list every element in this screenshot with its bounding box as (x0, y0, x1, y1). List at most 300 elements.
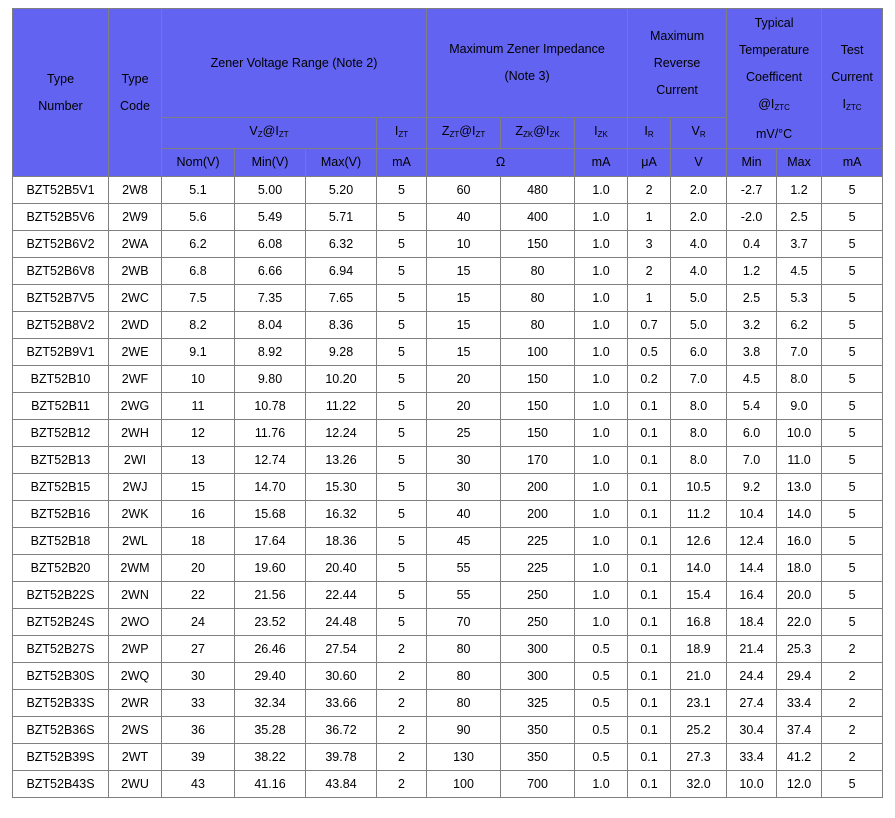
cell-type-number: BZT52B11 (13, 393, 109, 420)
table-row (13, 339, 883, 366)
cell-izk: 1.0 (575, 528, 628, 555)
cell-zzt: 15 (427, 285, 501, 312)
cell-izt: 5 (377, 393, 427, 420)
cell-type-code: 2WM (109, 555, 162, 582)
cell-test-current: 2 (822, 717, 883, 744)
cell-ir: 0.1 (628, 663, 671, 690)
cell-zzk: 325 (501, 690, 575, 717)
cell-vz-min: 17.64 (235, 528, 306, 555)
cell-type-code: 2WP (109, 636, 162, 663)
header-type-number: Type Number (13, 9, 109, 177)
cell-vz-nom: 30 (162, 663, 235, 690)
cell-temp-max: 33.4 (777, 690, 822, 717)
cell-test-current: 5 (822, 285, 883, 312)
table-row (13, 771, 883, 798)
cell-izk: 1.0 (575, 258, 628, 285)
cell-vz-max: 20.40 (306, 555, 377, 582)
cell-vz-max: 39.78 (306, 744, 377, 771)
cell-vz-min: 8.92 (235, 339, 306, 366)
cell-test-current: 5 (822, 258, 883, 285)
cell-type-number: BZT52B24S (13, 609, 109, 636)
cell-izt: 5 (377, 204, 427, 231)
cell-temp-max: 7.0 (777, 339, 822, 366)
cell-temp-min: 1.2 (727, 258, 777, 285)
table-row (13, 663, 883, 690)
cell-zzk: 300 (501, 636, 575, 663)
cell-izk: 0.5 (575, 717, 628, 744)
cell-temp-min: 27.4 (727, 690, 777, 717)
cell-vz-nom: 36 (162, 717, 235, 744)
unit-izk: mA (575, 149, 628, 177)
cell-vr: 8.0 (671, 447, 727, 474)
cell-zzt: 20 (427, 366, 501, 393)
cell-izt: 5 (377, 609, 427, 636)
cell-vz-nom: 43 (162, 771, 235, 798)
cell-izt: 5 (377, 177, 427, 204)
unit-ir: μA (628, 149, 671, 177)
cell-temp-max: 25.3 (777, 636, 822, 663)
cell-type-code: 2WE (109, 339, 162, 366)
cell-temp-max: 37.4 (777, 717, 822, 744)
cell-test-current: 5 (822, 501, 883, 528)
cell-type-code: 2WB (109, 258, 162, 285)
unit-nom: Nom(V) (162, 149, 235, 177)
cell-zzt: 55 (427, 555, 501, 582)
cell-vz-nom: 18 (162, 528, 235, 555)
cell-vr: 15.4 (671, 582, 727, 609)
cell-temp-max: 10.0 (777, 420, 822, 447)
cell-ir: 2 (628, 177, 671, 204)
cell-izt: 2 (377, 717, 427, 744)
cell-test-current: 5 (822, 582, 883, 609)
cell-type-code: 2WA (109, 231, 162, 258)
cell-zzt: 25 (427, 420, 501, 447)
cell-type-number: BZT52B22S (13, 582, 109, 609)
cell-type-code: 2WO (109, 609, 162, 636)
cell-vz-nom: 13 (162, 447, 235, 474)
header-vr: $V_R$ (671, 118, 727, 149)
cell-izt: 5 (377, 501, 427, 528)
cell-temp-max: 22.0 (777, 609, 822, 636)
cell-temp-min: 14.4 (727, 555, 777, 582)
cell-zzt: 100 (427, 771, 501, 798)
cell-zzk: 100 (501, 339, 575, 366)
cell-type-code: 2WI (109, 447, 162, 474)
cell-izk: 1.0 (575, 447, 628, 474)
cell-temp-max: 5.3 (777, 285, 822, 312)
cell-vz-min: 26.46 (235, 636, 306, 663)
cell-zzk: 200 (501, 501, 575, 528)
table-row (13, 204, 883, 231)
cell-type-code: 2WQ (109, 663, 162, 690)
cell-izt: 5 (377, 420, 427, 447)
cell-izk: 0.5 (575, 690, 628, 717)
cell-vz-min: 5.49 (235, 204, 306, 231)
cell-vz-nom: 5.1 (162, 177, 235, 204)
cell-zzk: 225 (501, 555, 575, 582)
unit-temp-min: Min (727, 149, 777, 177)
cell-ir: 0.7 (628, 312, 671, 339)
cell-temp-min: 10.0 (727, 771, 777, 798)
cell-zzt: 40 (427, 501, 501, 528)
cell-test-current: 5 (822, 177, 883, 204)
cell-izk: 0.5 (575, 744, 628, 771)
cell-vz-max: 33.66 (306, 690, 377, 717)
cell-zzt: 15 (427, 339, 501, 366)
cell-izk: 1.0 (575, 501, 628, 528)
cell-vz-min: 11.76 (235, 420, 306, 447)
cell-ir: 0.5 (628, 339, 671, 366)
cell-test-current: 2 (822, 663, 883, 690)
cell-temp-max: 2.5 (777, 204, 822, 231)
cell-test-current: 5 (822, 366, 883, 393)
cell-temp-min: 4.5 (727, 366, 777, 393)
cell-type-code: 2WG (109, 393, 162, 420)
cell-vz-min: 12.74 (235, 447, 306, 474)
cell-vz-nom: 20 (162, 555, 235, 582)
cell-vr: 8.0 (671, 420, 727, 447)
cell-vr: 2.0 (671, 204, 727, 231)
unit-min: Min(V) (235, 149, 306, 177)
cell-izk: 1.0 (575, 366, 628, 393)
cell-temp-min: 18.4 (727, 609, 777, 636)
cell-zzk: 200 (501, 474, 575, 501)
cell-type-number: BZT52B18 (13, 528, 109, 555)
cell-zzk: 400 (501, 204, 575, 231)
cell-vr: 12.6 (671, 528, 727, 555)
table-row (13, 555, 883, 582)
cell-zzk: 80 (501, 258, 575, 285)
cell-izt: 5 (377, 528, 427, 555)
cell-vz-nom: 12 (162, 420, 235, 447)
cell-vr: 16.8 (671, 609, 727, 636)
table-row (13, 447, 883, 474)
cell-vz-min: 23.52 (235, 609, 306, 636)
cell-vz-nom: 33 (162, 690, 235, 717)
cell-test-current: 5 (822, 609, 883, 636)
cell-izk: 0.5 (575, 663, 628, 690)
cell-izt: 5 (377, 447, 427, 474)
cell-test-current: 5 (822, 339, 883, 366)
cell-vr: 4.0 (671, 258, 727, 285)
table-row (13, 258, 883, 285)
cell-temp-max: 4.5 (777, 258, 822, 285)
cell-type-code: 2W8 (109, 177, 162, 204)
table-row (13, 582, 883, 609)
cell-temp-min: 30.4 (727, 717, 777, 744)
cell-vr: 10.5 (671, 474, 727, 501)
cell-type-code: 2WR (109, 690, 162, 717)
cell-temp-min: 2.5 (727, 285, 777, 312)
cell-vz-nom: 10 (162, 366, 235, 393)
cell-test-current: 5 (822, 420, 883, 447)
table-row (13, 366, 883, 393)
cell-izk: 1.0 (575, 582, 628, 609)
cell-izk: 0.5 (575, 636, 628, 663)
cell-vz-nom: 16 (162, 501, 235, 528)
cell-izt: 5 (377, 258, 427, 285)
cell-izt: 2 (377, 744, 427, 771)
cell-test-current: 5 (822, 447, 883, 474)
cell-vr: 4.0 (671, 231, 727, 258)
cell-zzk: 250 (501, 609, 575, 636)
cell-temp-min: 10.4 (727, 501, 777, 528)
cell-zzk: 80 (501, 285, 575, 312)
cell-vz-min: 41.16 (235, 771, 306, 798)
cell-zzt: 40 (427, 204, 501, 231)
header-type-code: Type Code (109, 9, 162, 177)
cell-vz-max: 6.32 (306, 231, 377, 258)
cell-vz-min: 14.70 (235, 474, 306, 501)
cell-vz-max: 36.72 (306, 717, 377, 744)
cell-zzt: 20 (427, 393, 501, 420)
cell-zzt: 10 (427, 231, 501, 258)
cell-vz-nom: 22 (162, 582, 235, 609)
cell-izt: 2 (377, 636, 427, 663)
cell-type-number: BZT52B27S (13, 636, 109, 663)
cell-zzk: 150 (501, 366, 575, 393)
table-row (13, 420, 883, 447)
cell-vz-min: 32.34 (235, 690, 306, 717)
cell-vz-nom: 7.5 (162, 285, 235, 312)
cell-vz-max: 24.48 (306, 609, 377, 636)
cell-vz-min: 6.66 (235, 258, 306, 285)
cell-temp-max: 9.0 (777, 393, 822, 420)
cell-temp-min: 12.4 (727, 528, 777, 555)
cell-zzt: 60 (427, 177, 501, 204)
cell-vr: 6.0 (671, 339, 727, 366)
cell-izk: 1.0 (575, 393, 628, 420)
cell-type-code: 2WN (109, 582, 162, 609)
cell-type-number: BZT52B33S (13, 690, 109, 717)
cell-test-current: 5 (822, 204, 883, 231)
cell-type-number: BZT52B6V2 (13, 231, 109, 258)
cell-vz-max: 8.36 (306, 312, 377, 339)
cell-type-number: BZT52B13 (13, 447, 109, 474)
cell-type-number: BZT52B5V6 (13, 204, 109, 231)
cell-izt: 5 (377, 285, 427, 312)
cell-vz-max: 11.22 (306, 393, 377, 420)
cell-vz-max: 18.36 (306, 528, 377, 555)
cell-ir: 2 (628, 258, 671, 285)
cell-vr: 5.0 (671, 285, 727, 312)
cell-temp-min: -2.0 (727, 204, 777, 231)
cell-zzt: 30 (427, 474, 501, 501)
cell-temp-min: 33.4 (727, 744, 777, 771)
cell-zzk: 150 (501, 393, 575, 420)
cell-ir: 0.1 (628, 555, 671, 582)
cell-vz-nom: 24 (162, 609, 235, 636)
cell-temp-max: 12.0 (777, 771, 822, 798)
header-zzt-at-izt: $Z_{ZT}@I_{ZT}$ (427, 118, 501, 149)
cell-vz-nom: 9.1 (162, 339, 235, 366)
cell-vz-min: 19.60 (235, 555, 306, 582)
cell-zzt: 15 (427, 312, 501, 339)
cell-ir: 0.1 (628, 393, 671, 420)
cell-vz-nom: 39 (162, 744, 235, 771)
cell-vz-max: 43.84 (306, 771, 377, 798)
cell-vr: 25.2 (671, 717, 727, 744)
cell-zzk: 700 (501, 771, 575, 798)
cell-test-current: 5 (822, 474, 883, 501)
cell-zzt: 80 (427, 636, 501, 663)
cell-ir: 3 (628, 231, 671, 258)
cell-type-number: BZT52B9V1 (13, 339, 109, 366)
cell-izt: 5 (377, 582, 427, 609)
table-row (13, 474, 883, 501)
header-reverse-current: Maximum Reverse Current (628, 9, 727, 118)
cell-vz-nom: 6.2 (162, 231, 235, 258)
cell-izt: 5 (377, 312, 427, 339)
cell-ir: 0.1 (628, 582, 671, 609)
table-row (13, 285, 883, 312)
cell-ir: 0.1 (628, 744, 671, 771)
cell-vz-nom: 27 (162, 636, 235, 663)
cell-ir: 0.1 (628, 771, 671, 798)
cell-test-current: 5 (822, 231, 883, 258)
cell-izk: 1.0 (575, 285, 628, 312)
unit-test-current: mA (822, 149, 883, 177)
cell-vz-min: 9.80 (235, 366, 306, 393)
cell-test-current: 5 (822, 771, 883, 798)
cell-izk: 1.0 (575, 312, 628, 339)
cell-type-number: BZT52B8V2 (13, 312, 109, 339)
cell-temp-min: 21.4 (727, 636, 777, 663)
cell-ir: 0.1 (628, 528, 671, 555)
cell-type-code: 2WU (109, 771, 162, 798)
cell-zzt: 55 (427, 582, 501, 609)
cell-ir: 1 (628, 285, 671, 312)
cell-izk: 1.0 (575, 204, 628, 231)
cell-vz-nom: 6.8 (162, 258, 235, 285)
cell-vz-max: 13.26 (306, 447, 377, 474)
cell-zzt: 90 (427, 717, 501, 744)
cell-test-current: 5 (822, 312, 883, 339)
unit-temp-max: Max (777, 149, 822, 177)
cell-vz-max: 5.71 (306, 204, 377, 231)
cell-vr: 14.0 (671, 555, 727, 582)
header-zener-voltage: Zener Voltage Range (Note 2) (162, 9, 427, 118)
cell-vr: 8.0 (671, 393, 727, 420)
cell-ir: 0.1 (628, 690, 671, 717)
cell-izk: 1.0 (575, 420, 628, 447)
cell-zzt: 80 (427, 663, 501, 690)
cell-zzk: 150 (501, 420, 575, 447)
cell-temp-max: 6.2 (777, 312, 822, 339)
cell-izt: 5 (377, 474, 427, 501)
cell-izt: 2 (377, 663, 427, 690)
cell-temp-min: 9.2 (727, 474, 777, 501)
cell-vz-max: 10.20 (306, 366, 377, 393)
cell-izk: 1.0 (575, 771, 628, 798)
cell-vr: 7.0 (671, 366, 727, 393)
header-zener-impedance: Maximum Zener Impedance (Note 3) (427, 9, 628, 118)
table-row (13, 177, 883, 204)
cell-ir: 0.1 (628, 717, 671, 744)
cell-zzk: 170 (501, 447, 575, 474)
cell-vz-min: 6.08 (235, 231, 306, 258)
cell-izt: 2 (377, 771, 427, 798)
cell-ir: 0.1 (628, 420, 671, 447)
cell-type-code: 2WT (109, 744, 162, 771)
cell-temp-max: 13.0 (777, 474, 822, 501)
cell-temp-max: 14.0 (777, 501, 822, 528)
cell-vz-max: 5.20 (306, 177, 377, 204)
cell-vz-min: 10.78 (235, 393, 306, 420)
cell-vr: 18.9 (671, 636, 727, 663)
cell-type-number: BZT52B20 (13, 555, 109, 582)
cell-temp-min: 0.4 (727, 231, 777, 258)
cell-vz-nom: 5.6 (162, 204, 235, 231)
cell-izt: 5 (377, 339, 427, 366)
cell-vz-max: 12.24 (306, 420, 377, 447)
cell-temp-min: 5.4 (727, 393, 777, 420)
cell-izk: 1.0 (575, 231, 628, 258)
table-row (13, 393, 883, 420)
table-row (13, 717, 883, 744)
cell-temp-min: 3.8 (727, 339, 777, 366)
cell-temp-min: 24.4 (727, 663, 777, 690)
cell-ir: 1 (628, 204, 671, 231)
cell-vz-max: 30.60 (306, 663, 377, 690)
table-row (13, 231, 883, 258)
cell-temp-min: 3.2 (727, 312, 777, 339)
cell-temp-min: -2.7 (727, 177, 777, 204)
table-row (13, 690, 883, 717)
cell-vz-max: 15.30 (306, 474, 377, 501)
cell-vz-max: 9.28 (306, 339, 377, 366)
cell-ir: 0.1 (628, 501, 671, 528)
cell-vz-max: 7.65 (306, 285, 377, 312)
table-row (13, 609, 883, 636)
cell-type-number: BZT52B36S (13, 717, 109, 744)
cell-vr: 21.0 (671, 663, 727, 690)
cell-vz-nom: 11 (162, 393, 235, 420)
cell-ir: 0.2 (628, 366, 671, 393)
cell-izk: 1.0 (575, 339, 628, 366)
cell-ir: 0.1 (628, 447, 671, 474)
cell-type-number: BZT52B39S (13, 744, 109, 771)
cell-zzk: 150 (501, 231, 575, 258)
cell-izk: 1.0 (575, 474, 628, 501)
cell-zzt: 45 (427, 528, 501, 555)
spec-table-container (12, 8, 883, 798)
cell-vr: 11.2 (671, 501, 727, 528)
cell-ir: 0.1 (628, 636, 671, 663)
cell-zzk: 480 (501, 177, 575, 204)
header-ir: $I_R$ (628, 118, 671, 149)
cell-izt: 5 (377, 366, 427, 393)
header-izt: $I_{ZT}$ (377, 118, 427, 149)
header-zzk-at-izk: $Z_{ZK}@I_{ZK}$ (501, 118, 575, 149)
cell-type-code: 2WK (109, 501, 162, 528)
cell-type-number: BZT52B5V1 (13, 177, 109, 204)
cell-vz-min: 35.28 (235, 717, 306, 744)
cell-temp-min: 7.0 (727, 447, 777, 474)
cell-test-current: 5 (822, 555, 883, 582)
cell-vz-min: 15.68 (235, 501, 306, 528)
cell-izt: 5 (377, 555, 427, 582)
cell-zzt: 130 (427, 744, 501, 771)
cell-izk: 1.0 (575, 177, 628, 204)
cell-vz-max: 6.94 (306, 258, 377, 285)
cell-type-code: 2WS (109, 717, 162, 744)
table-row (13, 528, 883, 555)
cell-temp-max: 3.7 (777, 231, 822, 258)
cell-type-code: 2WH (109, 420, 162, 447)
cell-type-number: BZT52B7V5 (13, 285, 109, 312)
spec-table-body (13, 177, 883, 798)
